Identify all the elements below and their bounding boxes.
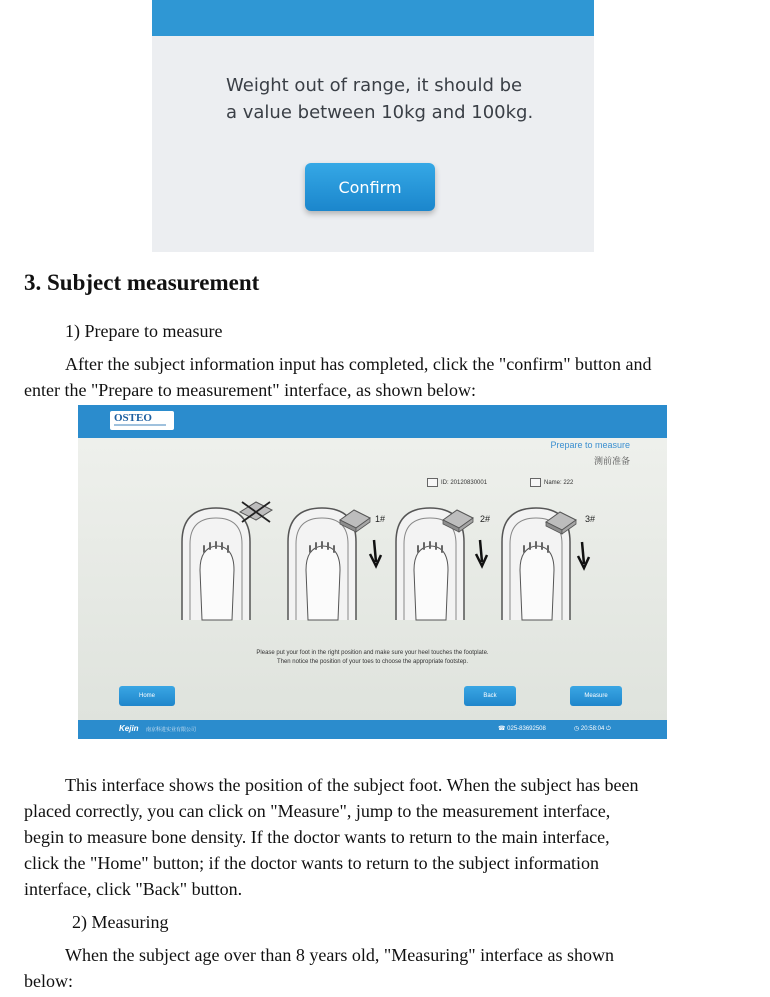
foot-figure-0 xyxy=(182,508,250,620)
step-2-title: 2) Measuring xyxy=(72,912,169,932)
position-2-label: 2# xyxy=(480,514,491,524)
phone-number: ☎ 025-83692508 xyxy=(498,726,546,732)
position-3-label: 3# xyxy=(585,514,596,524)
intro-line-2: enter the "Prepare to measurement" interface, as shown below: xyxy=(24,380,477,400)
phone-icon: ☎ xyxy=(498,726,506,732)
desc-line-1: This interface shows the position of the subject foot. When the subject has been xyxy=(65,775,639,795)
company-name: 南京科进实业有限公司 xyxy=(146,727,197,733)
dialog-message-line-2: a value between 10kg and 100kg. xyxy=(226,102,534,123)
desc-line-2: placed correctly, you can click on "Measure", jump to the measurement interface, xyxy=(24,801,611,821)
no-block-cross-icon xyxy=(240,502,272,522)
intro-line-1: After the subject information input has completed, click the "confirm" button and xyxy=(65,354,652,374)
measuring-line-1: When the subject age over than 8 years old, "Measuring" interface as shown xyxy=(65,945,615,965)
dialog-message xyxy=(226,72,566,126)
measure-button[interactable]: Measure xyxy=(570,686,622,706)
measuring-line-2: below: xyxy=(24,971,73,991)
instruction-line-1: Please put your foot in the right position and make sure your heel touches the footplate. xyxy=(256,650,489,656)
dialog-header-bar xyxy=(152,0,594,36)
prepare-measure-screenshot xyxy=(78,405,667,739)
prepare-to-measure-label-cn: 测前准备 xyxy=(593,456,630,466)
app-header xyxy=(78,405,667,438)
arrow-down-icon xyxy=(578,542,589,568)
osteo-logo: OSTEO xyxy=(110,411,174,430)
foot-position-diagram xyxy=(178,500,608,625)
prepare-to-measure-label: Prepare to measure xyxy=(550,440,630,450)
clock-icon: ◷ xyxy=(574,726,580,732)
dialog-message-line-1: Weight out of range, it should be xyxy=(226,75,523,96)
id-card-icon xyxy=(427,478,438,487)
section-heading: 3. Subject measurement xyxy=(24,270,260,295)
desc-line-3: begin to measure bone density. If the doctor wants to return to the main interface, xyxy=(24,827,610,847)
step-1-title: 1) Prepare to measure xyxy=(65,321,223,341)
weight-error-dialog xyxy=(152,0,594,252)
kejin-brand: Kejin xyxy=(119,724,139,733)
home-button[interactable]: Home xyxy=(119,686,175,706)
foot-instructions xyxy=(78,649,667,667)
desc-line-4: click the "Home" button; if the doctor wants to return to the subject information xyxy=(24,853,600,873)
name-card-icon xyxy=(530,478,541,487)
desc-line-5: interface, click "Back" button. xyxy=(24,879,243,899)
app-footer xyxy=(78,720,667,739)
power-icon[interactable]: ⏻ xyxy=(605,726,611,732)
subject-id: ID: 20120830001 xyxy=(427,478,487,487)
position-1-label: 1# xyxy=(375,514,386,524)
arrow-down-icon xyxy=(476,540,487,566)
arrow-down-icon xyxy=(370,540,381,566)
subject-name: Name: 222 xyxy=(530,478,573,487)
confirm-button[interactable]: Confirm xyxy=(305,163,435,211)
instruction-line-2: Then notice the position of your toes to choose the appropriate footstep. xyxy=(276,659,469,665)
clock: ◷ 20:58:04 ⏻ xyxy=(574,726,611,732)
back-button[interactable]: Back xyxy=(464,686,516,706)
